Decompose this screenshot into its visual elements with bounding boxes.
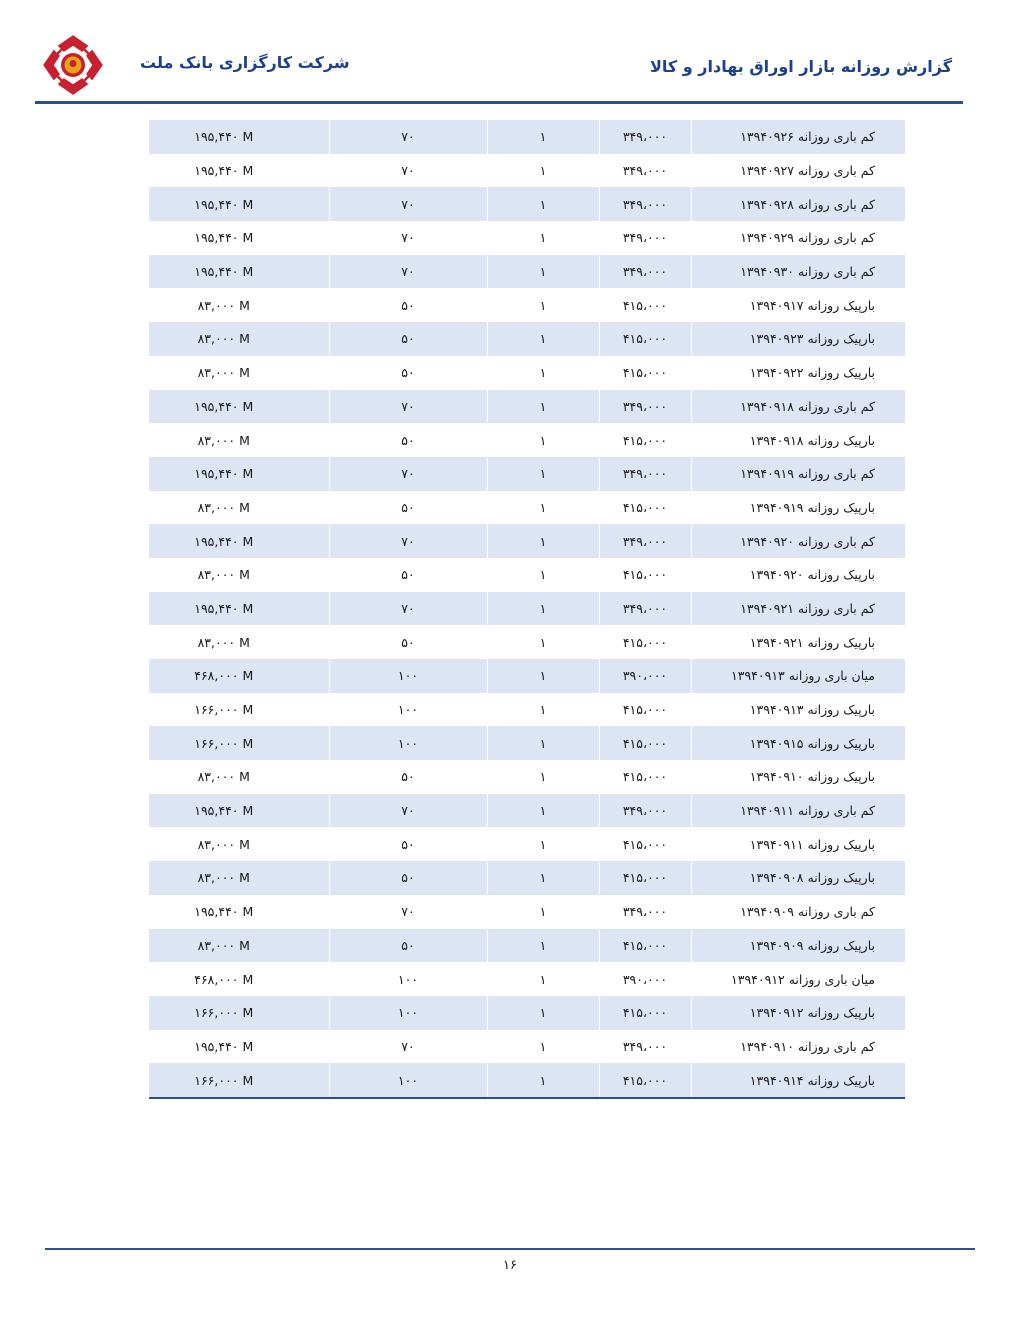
contract-name-cell: کم باری روزانه ۱۳۹۴۰۹۲۰ [691, 524, 905, 558]
count-cell: ۷۰ [329, 255, 487, 289]
footer-divider [45, 1248, 975, 1250]
header-divider [35, 101, 963, 104]
quantity-cell: ۱ [487, 625, 599, 659]
quantity-cell: ۱ [487, 962, 599, 996]
contract-name-cell: بارپیک روزانه ۱۳۹۴۰۹۰۸ [691, 861, 905, 895]
contract-name-cell: کم باری روزانه ۱۳۹۴۰۹۲۷ [691, 154, 905, 188]
quantity-cell: ۱ [487, 996, 599, 1030]
count-cell: ۷۰ [329, 895, 487, 929]
quantity-cell: ۱ [487, 1030, 599, 1064]
price-cell: ۳۹۰،۰۰۰ [599, 659, 691, 693]
price-cell: ۳۴۹،۰۰۰ [599, 255, 691, 289]
value-cell: ۸۳,۰۰۰ M [149, 423, 329, 457]
price-cell: ۳۴۹،۰۰۰ [599, 390, 691, 424]
table-row [149, 356, 905, 390]
count-cell: ۷۰ [329, 524, 487, 558]
report-title: گزارش روزانه بازار اوراق بهادار و کالا [649, 57, 952, 76]
quantity-cell: ۱ [487, 659, 599, 693]
count-cell: ۵۰ [329, 288, 487, 322]
table-row [149, 827, 905, 861]
count-cell: ۵۰ [329, 929, 487, 963]
contract-name-cell: کم باری روزانه ۱۳۹۴۰۹۰۹ [691, 895, 905, 929]
bank-mellat-logo-icon [42, 34, 104, 96]
price-cell: ۳۴۹،۰۰۰ [599, 457, 691, 491]
table-row [149, 760, 905, 794]
contract-name-cell: میان باری روزانه ۱۳۹۴۰۹۱۲ [691, 962, 905, 996]
quantity-cell: ۱ [487, 827, 599, 861]
value-cell: ۱۹۵,۴۴۰ M [149, 524, 329, 558]
value-cell: ۴۶۸,۰۰۰ M [149, 659, 329, 693]
count-cell: ۵۰ [329, 827, 487, 861]
count-cell: ۷۰ [329, 457, 487, 491]
count-cell: ۱۰۰ [329, 659, 487, 693]
price-cell: ۴۱۵،۰۰۰ [599, 356, 691, 390]
contract-name-cell: بارپیک روزانه ۱۳۹۴۰۹۱۹ [691, 491, 905, 525]
page-number: ۱۶ [503, 1258, 517, 1273]
value-cell: ۱۹۵,۴۴۰ M [149, 221, 329, 255]
value-cell: ۱۹۵,۴۴۰ M [149, 895, 329, 929]
price-cell: ۴۱۵،۰۰۰ [599, 760, 691, 794]
price-cell: ۳۴۹،۰۰۰ [599, 154, 691, 188]
count-cell: ۷۰ [329, 794, 487, 828]
quantity-cell: ۱ [487, 154, 599, 188]
price-cell: ۴۱۵،۰۰۰ [599, 558, 691, 592]
value-cell: ۱۶۶,۰۰۰ M [149, 693, 329, 727]
value-cell: ۱۹۵,۴۴۰ M [149, 255, 329, 289]
quantity-cell: ۱ [487, 726, 599, 760]
count-cell: ۵۰ [329, 356, 487, 390]
value-cell: ۸۳,۰۰۰ M [149, 491, 329, 525]
contract-name-cell: کم باری روزانه ۱۳۹۴۰۹۱۰ [691, 1030, 905, 1064]
count-cell: ۷۰ [329, 390, 487, 424]
quantity-cell: ۱ [487, 221, 599, 255]
table-row [149, 255, 905, 289]
count-cell: ۱۰۰ [329, 726, 487, 760]
value-cell: ۴۶۸,۰۰۰ M [149, 962, 329, 996]
price-cell: ۴۱۵،۰۰۰ [599, 1063, 691, 1097]
contract-name-cell: کم باری روزانه ۱۳۹۴۰۹۲۹ [691, 221, 905, 255]
price-cell: ۴۱۵،۰۰۰ [599, 726, 691, 760]
quantity-cell: ۱ [487, 255, 599, 289]
count-cell: ۵۰ [329, 423, 487, 457]
contract-name-cell: کم باری روزانه ۱۳۹۴۰۹۲۶ [691, 120, 905, 154]
count-cell: ۷۰ [329, 120, 487, 154]
contract-name-cell: بارپیک روزانه ۱۳۹۴۰۹۲۱ [691, 625, 905, 659]
table-row [149, 390, 905, 424]
value-cell: ۱۹۵,۴۴۰ M [149, 120, 329, 154]
quantity-cell: ۱ [487, 794, 599, 828]
count-cell: ۵۰ [329, 491, 487, 525]
quantity-cell: ۱ [487, 592, 599, 626]
price-cell: ۴۱۵،۰۰۰ [599, 322, 691, 356]
value-cell: ۸۳,۰۰۰ M [149, 929, 329, 963]
contract-name-cell: بارپیک روزانه ۱۳۹۴۰۹۱۴ [691, 1063, 905, 1097]
value-cell: ۱۶۶,۰۰۰ M [149, 1063, 329, 1097]
count-cell: ۵۰ [329, 322, 487, 356]
price-cell: ۳۴۹،۰۰۰ [599, 794, 691, 828]
price-cell: ۳۴۹،۰۰۰ [599, 120, 691, 154]
value-cell: ۱۹۵,۴۴۰ M [149, 794, 329, 828]
table-row [149, 457, 905, 491]
table-row [149, 154, 905, 188]
price-cell: ۳۴۹،۰۰۰ [599, 592, 691, 626]
quantity-cell: ۱ [487, 524, 599, 558]
count-cell: ۵۰ [329, 625, 487, 659]
value-cell: ۸۳,۰۰۰ M [149, 288, 329, 322]
table-row [149, 659, 905, 693]
contract-name-cell: بارپیک روزانه ۱۳۹۴۰۹۱۵ [691, 726, 905, 760]
table-row [149, 929, 905, 963]
quantity-cell: ۱ [487, 929, 599, 963]
quantity-cell: ۱ [487, 356, 599, 390]
price-cell: ۴۱۵،۰۰۰ [599, 491, 691, 525]
table-row [149, 423, 905, 457]
table-row [149, 996, 905, 1030]
table-row [149, 288, 905, 322]
quantity-cell: ۱ [487, 423, 599, 457]
price-cell: ۳۹۰،۰۰۰ [599, 962, 691, 996]
table-row [149, 322, 905, 356]
price-cell: ۳۴۹،۰۰۰ [599, 895, 691, 929]
contract-name-cell: بارپیک روزانه ۱۳۹۴۰۹۲۳ [691, 322, 905, 356]
table-row [149, 558, 905, 592]
contract-name-cell: کم باری روزانه ۱۳۹۴۰۹۲۸ [691, 187, 905, 221]
quantity-cell: ۱ [487, 861, 599, 895]
table-row [149, 693, 905, 727]
quantity-cell: ۱ [487, 895, 599, 929]
quantity-cell: ۱ [487, 390, 599, 424]
count-cell: ۷۰ [329, 187, 487, 221]
value-cell: ۱۹۵,۴۴۰ M [149, 1030, 329, 1064]
price-cell: ۴۱۵،۰۰۰ [599, 693, 691, 727]
value-cell: ۱۶۶,۰۰۰ M [149, 996, 329, 1030]
value-cell: ۸۳,۰۰۰ M [149, 760, 329, 794]
table-row [149, 491, 905, 525]
count-cell: ۷۰ [329, 221, 487, 255]
quantity-cell: ۱ [487, 558, 599, 592]
table-row [149, 524, 905, 558]
value-cell: ۱۶۶,۰۰۰ M [149, 726, 329, 760]
price-cell: ۴۱۵،۰۰۰ [599, 625, 691, 659]
value-cell: ۸۳,۰۰۰ M [149, 558, 329, 592]
price-cell: ۴۱۵،۰۰۰ [599, 861, 691, 895]
price-cell: ۳۴۹،۰۰۰ [599, 524, 691, 558]
table-row [149, 794, 905, 828]
price-cell: ۴۱۵،۰۰۰ [599, 929, 691, 963]
contract-name-cell: کم باری روزانه ۱۳۹۴۰۹۲۱ [691, 592, 905, 626]
price-cell: ۴۱۵،۰۰۰ [599, 423, 691, 457]
table-row [149, 1030, 905, 1064]
quantity-cell: ۱ [487, 187, 599, 221]
table-row [149, 1063, 905, 1097]
company-name: شرکت کارگزاری بانک ملت [140, 53, 350, 72]
contract-name-cell: بارپیک روزانه ۱۳۹۴۰۹۲۲ [691, 356, 905, 390]
value-cell: ۸۳,۰۰۰ M [149, 827, 329, 861]
quantity-cell: ۱ [487, 457, 599, 491]
quantity-cell: ۱ [487, 288, 599, 322]
contract-name-cell: بارپیک روزانه ۱۳۹۴۰۹۱۳ [691, 693, 905, 727]
table-row [149, 187, 905, 221]
table-row [149, 625, 905, 659]
table-row [149, 120, 905, 154]
value-cell: ۸۳,۰۰۰ M [149, 322, 329, 356]
price-cell: ۴۱۵،۰۰۰ [599, 288, 691, 322]
contract-name-cell: کم باری روزانه ۱۳۹۴۰۹۱۸ [691, 390, 905, 424]
price-cell: ۳۴۹،۰۰۰ [599, 221, 691, 255]
table-row [149, 221, 905, 255]
table-row [149, 592, 905, 626]
price-cell: ۳۴۹،۰۰۰ [599, 187, 691, 221]
value-cell: ۱۹۵,۴۴۰ M [149, 154, 329, 188]
count-cell: ۵۰ [329, 861, 487, 895]
value-cell: ۱۹۵,۴۴۰ M [149, 457, 329, 491]
value-cell: ۱۹۵,۴۴۰ M [149, 390, 329, 424]
price-cell: ۳۴۹،۰۰۰ [599, 1030, 691, 1064]
count-cell: ۵۰ [329, 760, 487, 794]
contract-name-cell: کم باری روزانه ۱۳۹۴۰۹۳۰ [691, 255, 905, 289]
count-cell: ۷۰ [329, 1030, 487, 1064]
contract-name-cell: بارپیک روزانه ۱۳۹۴۰۹۱۲ [691, 996, 905, 1030]
quantity-cell: ۱ [487, 322, 599, 356]
quantity-cell: ۱ [487, 120, 599, 154]
contract-name-cell: میان باری روزانه ۱۳۹۴۰۹۱۳ [691, 659, 905, 693]
contract-name-cell: کم باری روزانه ۱۳۹۴۰۹۱۱ [691, 794, 905, 828]
contract-name-cell: بارپیک روزانه ۱۳۹۴۰۹۲۰ [691, 558, 905, 592]
count-cell: ۵۰ [329, 558, 487, 592]
quantity-cell: ۱ [487, 491, 599, 525]
value-cell: ۸۳,۰۰۰ M [149, 861, 329, 895]
count-cell: ۱۰۰ [329, 962, 487, 996]
count-cell: ۱۰۰ [329, 1063, 487, 1097]
contract-name-cell: بارپیک روزانه ۱۳۹۴۰۹۱۰ [691, 760, 905, 794]
contract-name-cell: بارپیک روزانه ۱۳۹۴۰۹۰۹ [691, 929, 905, 963]
price-cell: ۴۱۵،۰۰۰ [599, 827, 691, 861]
count-cell: ۷۰ [329, 592, 487, 626]
count-cell: ۷۰ [329, 154, 487, 188]
transactions-table [149, 120, 905, 1099]
contract-name-cell: بارپیک روزانه ۱۳۹۴۰۹۱۸ [691, 423, 905, 457]
value-cell: ۸۳,۰۰۰ M [149, 356, 329, 390]
table-row [149, 861, 905, 895]
contract-name-cell: بارپیک روزانه ۱۳۹۴۰۹۱۷ [691, 288, 905, 322]
table-row [149, 726, 905, 760]
value-cell: ۸۳,۰۰۰ M [149, 625, 329, 659]
contract-name-cell: کم باری روزانه ۱۳۹۴۰۹۱۹ [691, 457, 905, 491]
quantity-cell: ۱ [487, 693, 599, 727]
quantity-cell: ۱ [487, 1063, 599, 1097]
contract-name-cell: بارپیک روزانه ۱۳۹۴۰۹۱۱ [691, 827, 905, 861]
count-cell: ۱۰۰ [329, 996, 487, 1030]
quantity-cell: ۱ [487, 760, 599, 794]
count-cell: ۱۰۰ [329, 693, 487, 727]
table-bottom-line [149, 1097, 905, 1099]
price-cell: ۴۱۵،۰۰۰ [599, 996, 691, 1030]
value-cell: ۱۹۵,۴۴۰ M [149, 187, 329, 221]
value-cell: ۱۹۵,۴۴۰ M [149, 592, 329, 626]
table-row [149, 895, 905, 929]
table-row [149, 962, 905, 996]
